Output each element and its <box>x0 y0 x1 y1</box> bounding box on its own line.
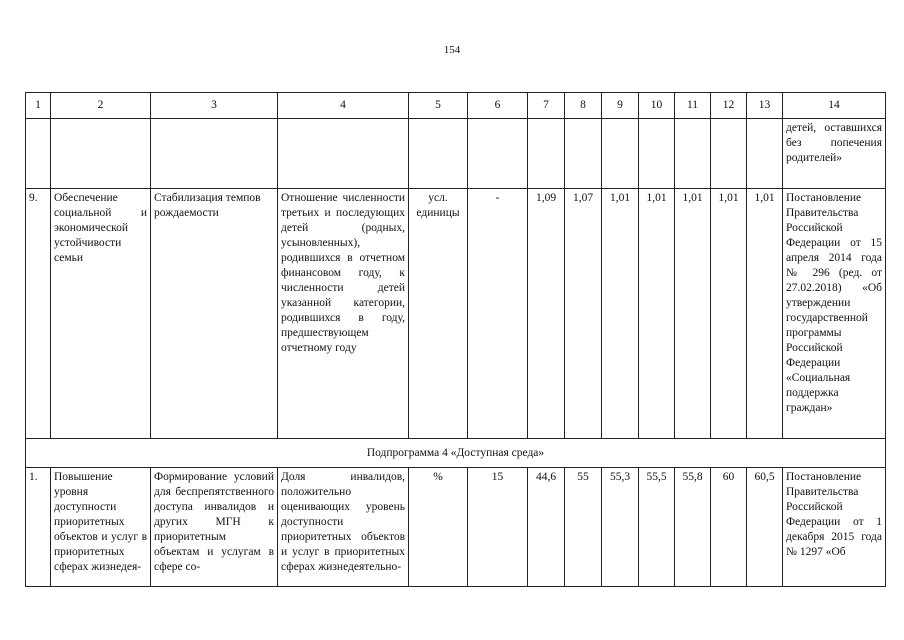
header-cell: 10 <box>639 93 675 119</box>
indicator-cell: Отношение численности третьих и последующих детей (родных, усыновленных), родившихся в отчетном финансовом году, к численности детей указанной категории, родившихся в году, предшествующем отчетному году <box>278 189 409 439</box>
value-cell: 1,01 <box>711 189 747 439</box>
empty-cell <box>711 119 747 189</box>
value-cell: 55,5 <box>639 468 675 587</box>
legal-basis-cell: Постановление Правительства Российской Федерации от 1 декабря 2015 года № 1297 «Об <box>783 468 886 587</box>
unit-cell: % <box>409 468 468 587</box>
task-cell: Формирование условий для беспрепятственного доступа инвалидов и других МГН к приоритетным объектам и услугам в сфере со- <box>151 468 278 587</box>
header-cell: 9 <box>602 93 639 119</box>
empty-cell <box>639 119 675 189</box>
subprogram-row <box>26 439 886 468</box>
goal-cell: Обеспечение социальной и экономической устойчивости семьи <box>51 189 151 439</box>
header-cell: 13 <box>747 93 783 119</box>
legal-basis-cell: Постановление Правительства Российской Федерации от 15 апреля 2014 года № 296 (ред. от 27.02.2018) «Об утверждении государственной программы Российской Федерации «Социальная поддержка граждан» <box>783 189 886 439</box>
value-cell: 1,07 <box>565 189 602 439</box>
value-cell: 1,01 <box>747 189 783 439</box>
empty-cell <box>51 119 151 189</box>
row-number: 1. <box>26 468 51 587</box>
header-cell: 3 <box>151 93 278 119</box>
value-cell: - <box>468 189 528 439</box>
continuation-row <box>26 119 886 189</box>
goal-cell: Повышение уровня доступности приоритетных объектов и услуг в приоритетных сферах жизнедея- <box>51 468 151 587</box>
empty-cell <box>747 119 783 189</box>
value-cell: 1,01 <box>602 189 639 439</box>
value-cell: 60 <box>711 468 747 587</box>
value-cell: 15 <box>468 468 528 587</box>
empty-cell <box>151 119 278 189</box>
value-cell: 1,01 <box>639 189 675 439</box>
empty-cell <box>528 119 565 189</box>
header-cell: 2 <box>51 93 151 119</box>
value-cell: 44,6 <box>528 468 565 587</box>
unit-cell: усл. единицы <box>409 189 468 439</box>
value-cell: 1,09 <box>528 189 565 439</box>
indicators-table <box>25 92 886 587</box>
header-cell: 1 <box>26 93 51 119</box>
header-cell: 7 <box>528 93 565 119</box>
empty-cell <box>565 119 602 189</box>
table-row <box>26 189 886 439</box>
empty-cell <box>26 119 51 189</box>
header-cell: 6 <box>468 93 528 119</box>
header-cell: 11 <box>675 93 711 119</box>
value-cell: 55 <box>565 468 602 587</box>
value-cell: 60,5 <box>747 468 783 587</box>
empty-cell <box>278 119 409 189</box>
value-cell: 55,3 <box>602 468 639 587</box>
task-cell: Стабилизация темпов рождаемости <box>151 189 278 439</box>
value-cell: 1,01 <box>675 189 711 439</box>
header-cell: 4 <box>278 93 409 119</box>
empty-cell <box>409 119 468 189</box>
header-row <box>26 93 886 119</box>
table-row <box>26 468 886 587</box>
value-cell: 55,8 <box>675 468 711 587</box>
header-cell: 8 <box>565 93 602 119</box>
empty-cell <box>675 119 711 189</box>
header-cell: 14 <box>783 93 886 119</box>
header-cell: 12 <box>711 93 747 119</box>
row-number: 9. <box>26 189 51 439</box>
empty-cell <box>602 119 639 189</box>
empty-cell <box>468 119 528 189</box>
indicator-cell: Доля инвалидов, положительно оценивающих уровень доступности приоритетных объектов и услуг в приоритетных сферах жизнедеятельно- <box>278 468 409 587</box>
subprogram-title: Подпрограмма 4 «Доступная среда» <box>26 439 886 468</box>
header-cell: 5 <box>409 93 468 119</box>
page-number: 154 <box>443 44 461 56</box>
legal-basis-cell: детей, оставшихся без попечения родителей» <box>783 119 886 189</box>
